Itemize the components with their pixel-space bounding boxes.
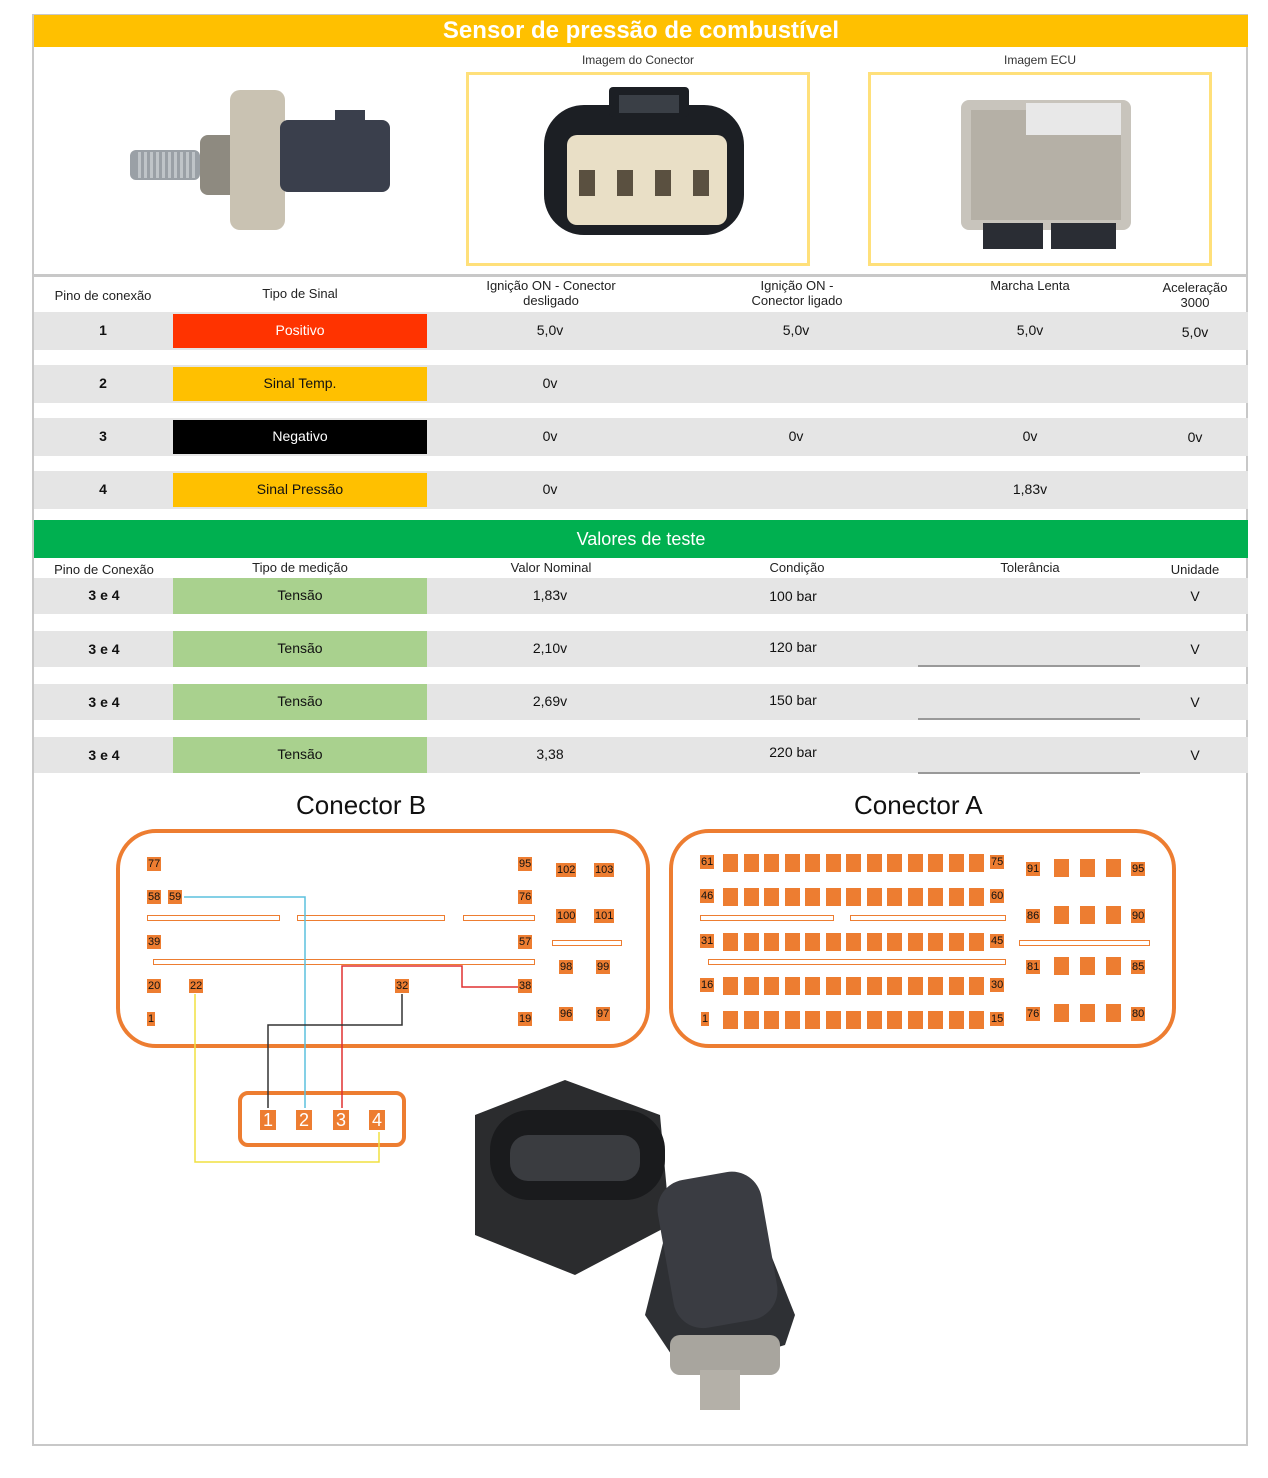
pin-square xyxy=(867,888,882,906)
nominal-cell: 1,83v xyxy=(532,587,568,603)
pin-square xyxy=(908,888,923,906)
unit-cell: V xyxy=(1190,641,1200,657)
pin-square xyxy=(887,854,902,872)
signal-header-ign-off: Ignição ON - Conector desligado xyxy=(486,278,616,308)
signal-header-pin: Pino de conexão xyxy=(54,288,152,303)
pin-label: 76 xyxy=(519,891,532,903)
pin-square xyxy=(1054,859,1069,877)
pin-label: 76 xyxy=(1027,1008,1040,1020)
pin-square xyxy=(764,977,779,995)
measure-type-cell: Tensão xyxy=(173,631,427,667)
pin-label: 99 xyxy=(597,961,610,973)
pin-label: 57 xyxy=(519,936,532,948)
measure-type-cell: Tensão xyxy=(173,578,427,614)
tolerance-underline xyxy=(918,772,1140,774)
pin-square xyxy=(867,933,882,951)
pin-square xyxy=(969,933,984,951)
connector-slot xyxy=(153,959,535,965)
pin-square xyxy=(826,888,841,906)
pin-square xyxy=(949,933,964,951)
sensor-pin-3: 3 xyxy=(333,1110,349,1130)
pin-square xyxy=(764,888,779,906)
sensor-pin-4: 4 xyxy=(369,1110,385,1130)
pin-label: 80 xyxy=(1132,1008,1145,1020)
signal-header-type: Tipo de Sinal xyxy=(262,286,338,301)
pin-square xyxy=(867,854,882,872)
sensor-pin-1: 1 xyxy=(260,1110,276,1130)
value-cell: 5,0v xyxy=(536,322,564,338)
value-cell: 1,83v xyxy=(1012,481,1048,497)
separator-top xyxy=(34,274,1248,277)
pin-square xyxy=(1054,906,1069,924)
pin-square xyxy=(1080,1004,1095,1022)
pin-cell: 4 xyxy=(99,481,107,497)
pin-label: 58 xyxy=(148,891,161,903)
pin-square xyxy=(846,977,861,995)
nominal-cell: 2,10v xyxy=(532,640,568,656)
pin-square xyxy=(846,933,861,951)
pin-label: 20 xyxy=(148,980,161,992)
pin-square xyxy=(785,854,800,872)
connector-slot xyxy=(1019,940,1150,946)
pin-square xyxy=(969,888,984,906)
pin-square xyxy=(908,933,923,951)
condition-cell: 100 bar xyxy=(769,588,817,604)
value-cell: 5,0v xyxy=(1016,322,1044,338)
value-cell: 0v xyxy=(1187,429,1203,445)
signal-cell: Negativo xyxy=(173,420,427,454)
pin-square xyxy=(764,1011,779,1029)
pin-square xyxy=(846,1011,861,1029)
unit-cell: V xyxy=(1190,694,1200,710)
pin-label: 31 xyxy=(701,935,714,947)
pin-square xyxy=(826,933,841,951)
connector-slot xyxy=(700,915,834,921)
pin-square xyxy=(908,1011,923,1029)
sensor-pin-2: 2 xyxy=(296,1110,312,1130)
pin-square xyxy=(928,933,943,951)
pin-label: 32 xyxy=(396,980,409,992)
pin-square xyxy=(928,888,943,906)
pin-label: 95 xyxy=(519,858,532,870)
value-cell: 5,0v xyxy=(1181,324,1209,340)
sensor-image xyxy=(120,80,400,240)
pin-square xyxy=(969,854,984,872)
pin-label: 81 xyxy=(1027,961,1040,973)
pin-square xyxy=(826,1011,841,1029)
test-header-nominal: Valor Nominal xyxy=(510,560,592,575)
pin-square xyxy=(867,1011,882,1029)
value-cell: 5,0v xyxy=(782,322,810,338)
pin-cell: 3 e 4 xyxy=(88,641,120,657)
tolerance-underline xyxy=(918,718,1140,720)
pin-square xyxy=(744,933,759,951)
connector-image-caption: Imagem do Conector xyxy=(581,53,695,67)
tolerance-underline xyxy=(918,665,1140,667)
pin-label: 1 xyxy=(148,1013,155,1025)
pin-label: 97 xyxy=(597,1008,610,1020)
pin-cell: 1 xyxy=(99,322,107,338)
pin-label: 102 xyxy=(557,864,576,876)
page-title: Sensor de pressão de combustível xyxy=(34,15,1248,47)
pin-square xyxy=(1054,1004,1069,1022)
pin-label: 86 xyxy=(1027,910,1040,922)
pin-square xyxy=(764,933,779,951)
pin-square xyxy=(1106,957,1121,975)
pin-label: 91 xyxy=(1027,863,1040,875)
test-header-pin: Pino de Conexão xyxy=(54,562,154,577)
pin-cell: 3 e 4 xyxy=(88,587,120,603)
pin-square xyxy=(1080,859,1095,877)
pin-square xyxy=(785,977,800,995)
pin-square xyxy=(949,977,964,995)
pin-cell: 3 e 4 xyxy=(88,747,120,763)
pin-label: 16 xyxy=(701,979,714,991)
pin-square xyxy=(969,977,984,995)
pin-square xyxy=(805,977,820,995)
pin-cell: 3 e 4 xyxy=(88,694,120,710)
connector-slot xyxy=(850,915,1006,921)
pin-square xyxy=(723,888,738,906)
pin-square xyxy=(723,854,738,872)
signal-header-idle: Marcha Lenta xyxy=(990,278,1070,293)
connector-a-title: Conector A xyxy=(854,790,983,820)
pin-label: 59 xyxy=(169,891,182,903)
measure-type-cell: Tensão xyxy=(173,684,427,720)
connector-slot xyxy=(147,915,280,921)
pin-square xyxy=(723,977,738,995)
pin-square xyxy=(744,1011,759,1029)
value-cell: 0v xyxy=(1022,428,1038,444)
pin-label: 61 xyxy=(701,856,714,868)
signal-header-accel: Aceleração 3000 xyxy=(1162,280,1228,310)
ecu-image-caption: Imagem ECU xyxy=(1003,53,1077,67)
pin-square xyxy=(887,977,902,995)
pin-square xyxy=(723,933,738,951)
pin-square xyxy=(785,1011,800,1029)
signal-header-ign-on: Ignição ON - Conector ligado xyxy=(751,278,843,308)
measure-type-cell: Tensão xyxy=(173,737,427,773)
pin-label: 77 xyxy=(148,858,161,870)
pin-square xyxy=(785,888,800,906)
connector-slot xyxy=(463,915,535,921)
pin-label: 39 xyxy=(148,936,161,948)
connector-image-box xyxy=(466,72,810,266)
pin-label: 75 xyxy=(991,856,1004,868)
pin-square xyxy=(867,977,882,995)
signal-cell: Positivo xyxy=(173,314,427,348)
connector-slot xyxy=(552,940,622,946)
pin-label: 90 xyxy=(1132,910,1145,922)
value-cell: 0v xyxy=(542,481,558,497)
pin-square xyxy=(1054,957,1069,975)
pin-square xyxy=(887,933,902,951)
condition-cell: 220 bar xyxy=(769,744,817,760)
pin-label: 103 xyxy=(595,864,614,876)
pin-square xyxy=(826,977,841,995)
pin-label: 45 xyxy=(991,935,1004,947)
condition-cell: 120 bar xyxy=(769,639,817,655)
test-header-condition: Condição xyxy=(769,560,825,575)
pin-label: 95 xyxy=(1132,863,1145,875)
test-header-type: Tipo de medição xyxy=(252,560,348,575)
pin-square xyxy=(1106,859,1121,877)
pin-square xyxy=(887,1011,902,1029)
pin-label: 98 xyxy=(560,961,573,973)
pin-square xyxy=(1106,906,1121,924)
pin-square xyxy=(805,933,820,951)
pin-label: 60 xyxy=(991,890,1004,902)
pin-square xyxy=(846,888,861,906)
pin-square xyxy=(744,888,759,906)
connector-slot xyxy=(708,959,1006,965)
pin-square xyxy=(785,933,800,951)
pin-label: 46 xyxy=(701,890,714,902)
pin-square xyxy=(949,854,964,872)
ecu-image-box xyxy=(868,72,1212,266)
pin-label: 100 xyxy=(557,910,576,922)
pin-label: 19 xyxy=(519,1013,532,1025)
unit-cell: V xyxy=(1190,747,1200,763)
pin-square xyxy=(908,977,923,995)
connector-b-title: Conector B xyxy=(296,790,427,820)
pin-label: 85 xyxy=(1132,961,1145,973)
pin-square xyxy=(908,854,923,872)
pin-square xyxy=(846,854,861,872)
pin-square xyxy=(805,854,820,872)
pin-square xyxy=(1080,957,1095,975)
pin-square xyxy=(928,977,943,995)
signal-cell: Sinal Temp. xyxy=(173,367,427,401)
pin-label: 38 xyxy=(519,980,532,992)
value-cell: 0v xyxy=(542,428,558,444)
pin-square xyxy=(969,1011,984,1029)
connector-image xyxy=(469,75,807,263)
pin-label: 96 xyxy=(560,1008,573,1020)
test-header-unit: Unidade xyxy=(1170,562,1220,577)
pin-square xyxy=(744,977,759,995)
pin-square xyxy=(949,888,964,906)
condition-cell: 150 bar xyxy=(769,692,817,708)
pin-square xyxy=(826,854,841,872)
pin-label: 101 xyxy=(595,910,614,922)
nominal-cell: 3,38 xyxy=(536,746,564,762)
pin-square xyxy=(949,1011,964,1029)
connector-slot xyxy=(297,915,445,921)
pin-square xyxy=(764,854,779,872)
pin-square xyxy=(805,1011,820,1029)
sensor-photo xyxy=(455,1075,825,1415)
test-section-title: Valores de teste xyxy=(34,520,1248,558)
pin-square xyxy=(723,1011,738,1029)
value-cell: 0v xyxy=(788,428,804,444)
pin-square xyxy=(744,854,759,872)
pin-square xyxy=(805,888,820,906)
pin-label: 22 xyxy=(190,980,203,992)
pin-square xyxy=(1080,906,1095,924)
pin-square xyxy=(1106,1004,1121,1022)
pin-label: 1 xyxy=(702,1013,709,1025)
ecu-image xyxy=(871,75,1209,263)
test-header-tolerance: Tolerância xyxy=(1000,560,1060,575)
pin-cell: 2 xyxy=(99,375,107,391)
pin-label: 30 xyxy=(991,979,1004,991)
value-cell: 0v xyxy=(542,375,558,391)
pin-label: 15 xyxy=(991,1013,1004,1025)
pin-square xyxy=(887,888,902,906)
signal-cell: Sinal Pressão xyxy=(173,473,427,507)
pin-square xyxy=(928,854,943,872)
pin-cell: 3 xyxy=(99,428,107,444)
nominal-cell: 2,69v xyxy=(532,693,568,709)
pin-square xyxy=(928,1011,943,1029)
unit-cell: V xyxy=(1190,588,1200,604)
